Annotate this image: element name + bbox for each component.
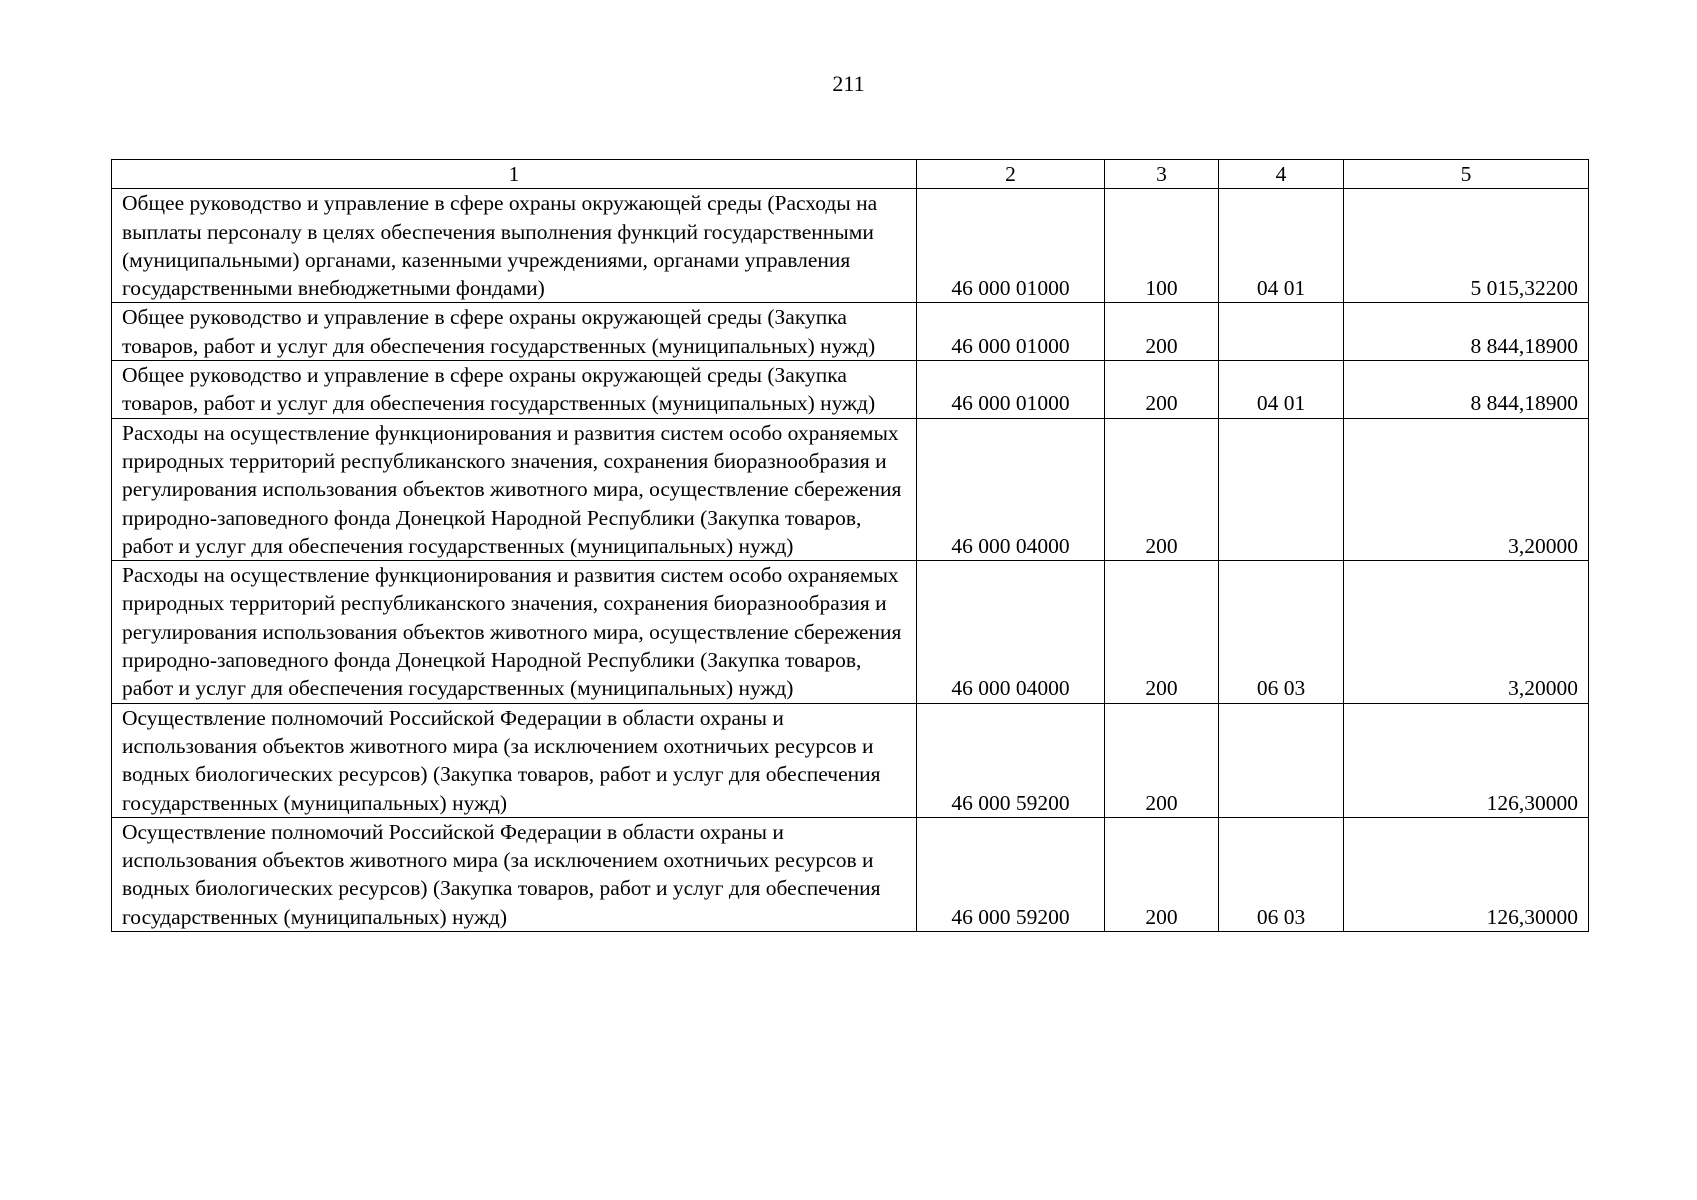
row-amount: 3,20000 — [1344, 418, 1589, 560]
row-description: Расходы на осуществление функционирования и развития систем особо охраняемых природных территорий республиканского значения, сохранения биоразнообразия и регулирования использования объектов животного мира, осуществление сбережения природно-заповедного фонда Донецкой Народной Республики (Закупка товаров, работ и услуг для обеспечения государственных (муниципальных) нужд) — [112, 418, 917, 560]
table-row — [112, 561, 1589, 703]
table-row — [112, 361, 1589, 419]
row-description: Расходы на осуществление функционирования и развития систем особо охраняемых природных территорий республиканского значения, сохранения биоразнообразия и регулирования использования объектов животного мира, осуществление сбережения природно-заповедного фонда Донецкой Народной Республики (Закупка товаров, работ и услуг для обеспечения государственных (муниципальных) нужд) — [112, 561, 917, 703]
row-description: Общее руководство и управление в сфере охраны окружающей среды (Закупка товаров, работ и услуг для обеспечения государственных (муниципальных) нужд) — [112, 303, 917, 361]
row-code: 46 000 59200 — [917, 703, 1105, 817]
row-section: 06 03 — [1219, 561, 1344, 703]
row-expense-type: 200 — [1105, 303, 1219, 361]
row-code: 46 000 04000 — [917, 561, 1105, 703]
budget-table — [111, 159, 1589, 932]
row-section — [1219, 418, 1344, 560]
row-amount: 126,30000 — [1344, 703, 1589, 817]
row-expense-type: 200 — [1105, 561, 1219, 703]
table-row — [112, 418, 1589, 560]
row-expense-type: 200 — [1105, 361, 1219, 419]
row-description: Осуществление полномочий Российской Федерации в области охраны и использования объектов животного мира (за исключением охотничьих ресурсов и водных биологических ресурсов) (Закупка товаров, работ и услуг для обеспечения государственных (муниципальных) нужд) — [112, 817, 917, 931]
row-expense-type: 100 — [1105, 189, 1219, 303]
table-row — [112, 303, 1589, 361]
row-section — [1219, 303, 1344, 361]
table-header-row — [112, 160, 1589, 189]
row-amount: 8 844,18900 — [1344, 361, 1589, 419]
row-code: 46 000 04000 — [917, 418, 1105, 560]
row-code: 46 000 59200 — [917, 817, 1105, 931]
row-section: 06 03 — [1219, 817, 1344, 931]
column-header-1: 1 — [112, 160, 917, 189]
row-expense-type: 200 — [1105, 817, 1219, 931]
row-amount: 3,20000 — [1344, 561, 1589, 703]
row-amount: 5 015,32200 — [1344, 189, 1589, 303]
table-row — [112, 703, 1589, 817]
row-expense-type: 200 — [1105, 418, 1219, 560]
row-code: 46 000 01000 — [917, 189, 1105, 303]
row-section: 04 01 — [1219, 361, 1344, 419]
row-code: 46 000 01000 — [917, 361, 1105, 419]
row-amount: 126,30000 — [1344, 817, 1589, 931]
column-header-2: 2 — [917, 160, 1105, 189]
page-number: 211 — [832, 71, 865, 96]
row-section — [1219, 703, 1344, 817]
row-description: Общее руководство и управление в сфере охраны окружающей среды (Расходы на выплаты персоналу в целях обеспечения выполнения функций государственными (муниципальными) органами, казенными учреждениями, органами управления государственными внебюджетными фондами) — [112, 189, 917, 303]
row-description: Осуществление полномочий Российской Федерации в области охраны и использования объектов животного мира (за исключением охотничьих ресурсов и водных биологических ресурсов) (Закупка товаров, работ и услуг для обеспечения государственных (муниципальных) нужд) — [112, 703, 917, 817]
row-code: 46 000 01000 — [917, 303, 1105, 361]
row-section: 04 01 — [1219, 189, 1344, 303]
table-row — [112, 817, 1589, 931]
column-header-4: 4 — [1219, 160, 1344, 189]
table-row — [112, 189, 1589, 303]
column-header-3: 3 — [1105, 160, 1219, 189]
row-amount: 8 844,18900 — [1344, 303, 1589, 361]
column-header-5: 5 — [1344, 160, 1589, 189]
row-expense-type: 200 — [1105, 703, 1219, 817]
row-description: Общее руководство и управление в сфере охраны окружающей среды (Закупка товаров, работ и услуг для обеспечения государственных (муниципальных) нужд) — [112, 361, 917, 419]
